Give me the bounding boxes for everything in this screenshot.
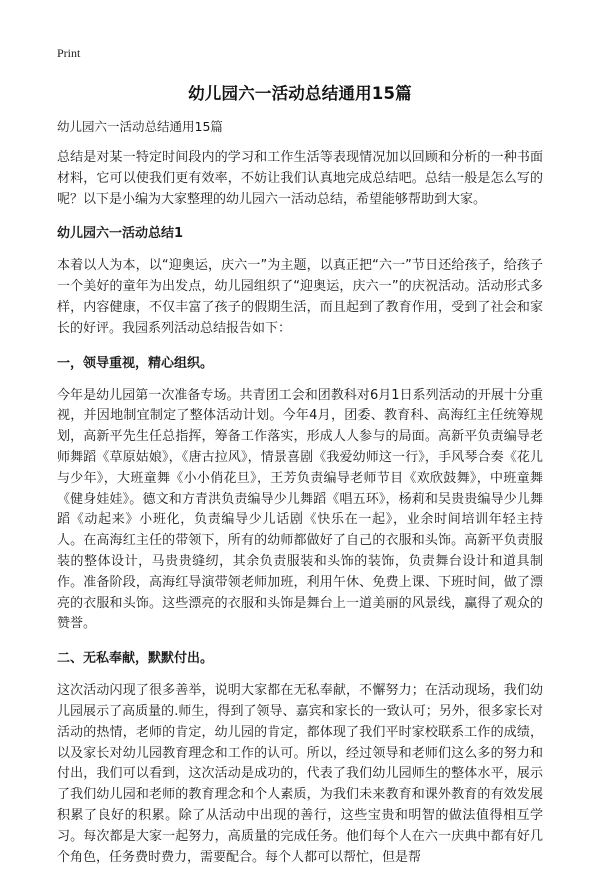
section2-heading: 二、无私奉献，默默付出。 bbox=[57, 651, 214, 667]
document-body bbox=[57, 117, 543, 882]
section2-paragraph: 这次活动闪现了很多善举，说明大家都在无私奉献，不懈努力；在活动现场，我们幼儿园展示了高质量的.师生，得到了领导、嘉宾和家长的一致认可；另外，很多家长对活动的热情，老师的肯定，幼儿园的肯定，都体现了我们平时家校联系工作的成绩，以及家长对幼儿园教育理念和工作的认可。所以，经过领导和老师们这么多的努力和付出，我们可以看到，这次活动是成功的，代表了我们幼儿园师生的整体水平，展示了我们幼儿园和老师的教育理念和个人素质，为我们未来教育和课外教育的有效发展积累了良好的积累。除了从活动中出现的善行，这些宝贵和明智的做法值得相互学习。每次都是大家一起努力，高质量的完成任务。他们每个人在六一庆典中都有好几个角色，任务费时费力，需要配合。每个人都可以帮忙，但是帮 bbox=[57, 683, 543, 865]
summary-heading: 幼儿园六一活动总结1 bbox=[57, 226, 184, 242]
intro-paragraph: 总结是对某一特定时间段内的学习和工作生活等表现情况加以回顾和分析的一种书面材料，它可以使我们更有效率，不妨让我们认真地完成总结吧。总结一般是怎么写的呢？以下是小编为大家整理的幼儿园六一活动总结，希望能够帮助到大家。 bbox=[57, 150, 543, 207]
summary-intro-paragraph: 本着以人为本，以“迎奥运，庆六一”为主题，以真正把“六一”节日还给孩子，给孩子一个美好的童年为出发点，幼儿园组织了“迎奥运，庆六一”的庆祝活动。活动形式多样，内容健康，不仅丰富了孩子的假期生活，而且起到了教育作用，受到了社会和家长的好评。我园系列活动总结报告如下： bbox=[57, 258, 543, 336]
section1-heading: 一，领导重视，精心组织。 bbox=[57, 355, 214, 371]
section1-paragraph: 今年是幼儿园第一次准备专场。共青团工会和团教科对6月1日系列活动的开展十分重视，并因地制宜制定了整体活动计划。今年4月，团委、教育科、高海红主任统筹规划，高新平先生任总指挥，筹备工作落实，形成人人参与的局面。高新平负责编导老师舞蹈《草原姑娘》，《唐古拉风》，情景喜剧《我爱幼师这一行》，手风琴合奏《花儿与少年》，大班童舞《小小俏花旦》，王芳负责编导老师节目《欢欣鼓舞》，中班童舞《健身娃娃》。德文和方青洪负责编导少儿舞蹈《唱五环》，杨莉和吴贵贵编导少儿舞蹈《动起来》小班化，负责编导少儿话剧《快乐在一起》，业余时间培训年轻主持人。在高海红主任的带领下，所有的幼师都做好了自己的衣服和头饰。高新平负责服装的整体设计，马贵贵缝纫，其余负责服装和头饰的装饰，负责舞台设计和道具制作。准备阶段，高海红导演带领老师加班，利用午休、免费上课、下班时间，做了漂亮的衣服和头饰。这些漂亮的衣服和头饰是舞台上一道美丽的风景线，赢得了观众的赞誉。 bbox=[57, 387, 543, 632]
document-subtitle: 幼儿园六一活动总结通用15篇 bbox=[57, 119, 223, 134]
document-title: 幼儿园六一活动总结通用15篇 bbox=[188, 84, 412, 103]
print-link[interactable]: Print bbox=[57, 46, 81, 60]
